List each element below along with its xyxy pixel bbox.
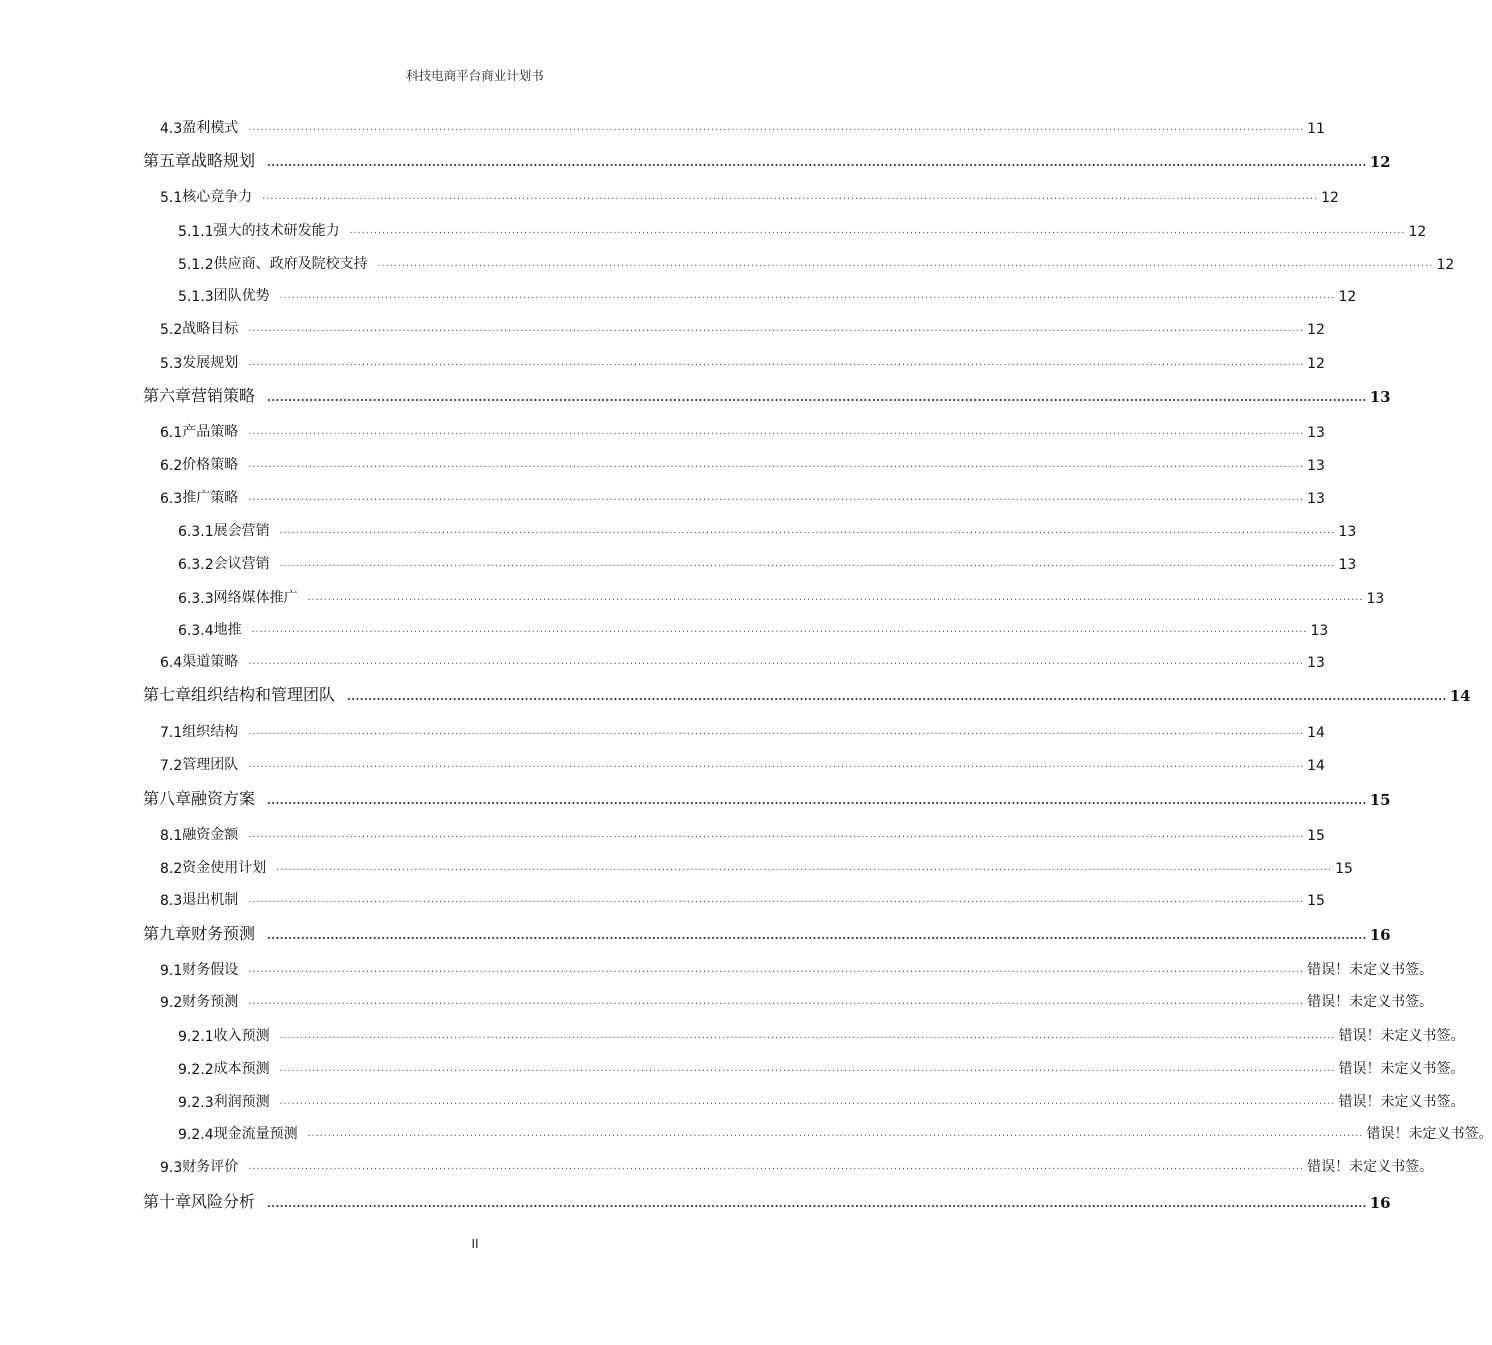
toc-section-entry[interactable]	[178, 1087, 1465, 1111]
toc-dot-leader: ....................................................................................................................................................................................................................................................................	[248, 657, 1305, 667]
toc-dot-leader: ....................................................................................................................................................................................................................................................................	[248, 358, 1305, 368]
toc-entry-number: 5.1.3	[178, 289, 214, 305]
toc-dot-leader: ....................................................................................................................................................................................................................................................................	[267, 156, 1367, 169]
toc-entry-title: 管理团队	[182, 757, 239, 773]
toc-entry-number: 第七章	[143, 685, 192, 704]
toc-entry-title: 团队优势	[213, 288, 270, 304]
toc-dot-leader: ....................................................................................................................................................................................................................................................................	[262, 192, 1319, 202]
toc-entry-page: 错误！未定义书签。	[1307, 994, 1434, 1010]
toc-entry-number: 6.1	[160, 425, 183, 441]
toc-section-entry[interactable]	[160, 853, 1353, 877]
toc-section-entry[interactable]	[160, 182, 1339, 206]
toc-entry-page: 11	[1307, 121, 1325, 137]
toc-chapter-entry[interactable]	[143, 681, 1471, 705]
toc-dot-leader: ....................................................................................................................................................................................................................................................................	[267, 794, 1367, 807]
toc-entry-title: 盈利模式	[182, 120, 239, 136]
toc-section-entry[interactable]	[160, 483, 1325, 507]
toc-dot-leader: ....................................................................................................................................................................................................................................................................	[279, 1064, 1336, 1074]
toc-entry-number: 7.1	[160, 725, 183, 741]
toc-dot-leader: ....................................................................................................................................................................................................................................................................	[377, 259, 1434, 269]
toc-entry-title: 供应商、政府及院校支持	[213, 256, 368, 272]
toc-entry-title: 收入预测	[213, 1028, 270, 1044]
toc-entry-title: 组织结构和管理团队	[191, 685, 336, 704]
toc-entry-number: 5.3	[160, 356, 183, 372]
toc-section-entry[interactable]	[178, 1119, 1492, 1143]
toc-entry-number: 6.3.4	[178, 623, 214, 639]
toc-entry-title: 财务假设	[182, 962, 239, 978]
toc-entry-page: 12	[1436, 257, 1455, 273]
toc-entry-page: 错误！未定义书签。	[1307, 1159, 1434, 1175]
toc-entry-page: 15	[1369, 791, 1391, 809]
toc-entry-page: 16	[1369, 926, 1391, 944]
toc-chapter-entry[interactable]	[143, 1188, 1391, 1212]
toc-entry-title: 发展规划	[182, 355, 239, 371]
toc-entry-number: 7.2	[160, 758, 183, 774]
toc-entry-number: 6.3	[160, 491, 183, 507]
toc-section-entry[interactable]	[160, 647, 1325, 671]
toc-entry-title: 战略规划	[191, 151, 256, 170]
toc-entry-title: 利润预测	[213, 1094, 270, 1110]
toc-entry-page: 错误！未定义书签。	[1338, 1061, 1465, 1077]
toc-entry-number: 9.1	[160, 963, 183, 979]
toc-dot-leader: ....................................................................................................................................................................................................................................................................	[248, 123, 1305, 133]
toc-entry-page: 15	[1307, 893, 1325, 909]
toc-entry-number: 9.2	[160, 995, 183, 1011]
toc-dot-leader: ....................................................................................................................................................................................................................................................................	[248, 830, 1305, 840]
toc-dot-leader: ....................................................................................................................................................................................................................................................................	[347, 690, 1447, 703]
toc-entry-number: 第十章	[143, 1192, 192, 1211]
toc-dot-leader: ....................................................................................................................................................................................................................................................................	[279, 1097, 1336, 1107]
toc-dot-leader: ....................................................................................................................................................................................................................................................................	[267, 1197, 1367, 1210]
toc-entry-number: 6.4	[160, 655, 183, 671]
toc-chapter-entry[interactable]	[143, 920, 1391, 944]
toc-dot-leader: ....................................................................................................................................................................................................................................................................	[248, 997, 1305, 1007]
toc-chapter-entry[interactable]	[143, 785, 1391, 809]
toc-entry-number: 第九章	[143, 924, 192, 943]
toc-entry-page: 12	[1369, 153, 1391, 171]
toc-entry-number: 第五章	[143, 151, 192, 170]
toc-entry-title: 融资方案	[191, 789, 256, 808]
toc-dot-leader: ....................................................................................................................................................................................................................................................................	[279, 291, 1336, 301]
toc-chapter-entry[interactable]	[143, 382, 1391, 406]
toc-entry-page: 14	[1307, 758, 1325, 774]
toc-entry-number: 4.3	[160, 121, 183, 137]
toc-chapter-entry[interactable]	[143, 147, 1391, 171]
toc-section-entry[interactable]	[178, 516, 1357, 540]
running-header: 科技电商平台商业计划书	[406, 68, 544, 83]
toc-entry-page: 13	[1307, 655, 1325, 671]
toc-entry-page: 14	[1449, 687, 1471, 705]
toc-section-entry[interactable]	[160, 314, 1325, 338]
toc-section-entry[interactable]	[178, 583, 1385, 607]
toc-dot-leader: ....................................................................................................................................................................................................................................................................	[349, 226, 1406, 236]
toc-entry-page: 12	[1321, 190, 1339, 206]
toc-entry-number: 9.2.3	[178, 1095, 214, 1111]
toc-entry-page: 13	[1338, 524, 1357, 540]
toc-entry-number: 6.2	[160, 458, 183, 474]
toc-section-entry[interactable]	[160, 1152, 1434, 1176]
toc-entry-title: 融资金额	[182, 827, 239, 843]
toc-entry-title: 推广策略	[182, 490, 239, 506]
toc-entry-title: 财务预测	[182, 994, 239, 1010]
toc-entry-number: 5.1.2	[178, 257, 214, 273]
toc-entry-number: 6.3.3	[178, 591, 214, 607]
toc-entry-page: 13	[1310, 623, 1329, 639]
toc-entry-page: 13	[1369, 388, 1391, 406]
toc-entry-page: 错误！未定义书签。	[1338, 1028, 1465, 1044]
toc-section-entry[interactable]	[160, 717, 1325, 741]
toc-section-entry[interactable]	[160, 348, 1325, 372]
toc-entry-title: 核心竞争力	[182, 189, 253, 205]
toc-section-entry[interactable]	[178, 281, 1357, 305]
toc-entry-number: 9.2.2	[178, 1062, 214, 1078]
toc-entry-title: 营销策略	[191, 386, 256, 405]
toc-dot-leader: ....................................................................................................................................................................................................................................................................	[251, 625, 1308, 635]
toc-entry-number: 第八章	[143, 789, 192, 808]
toc-entry-title: 展会营销	[213, 523, 270, 539]
toc-dot-leader: ....................................................................................................................................................................................................................................................................	[279, 526, 1336, 536]
toc-dot-leader: ....................................................................................................................................................................................................................................................................	[248, 493, 1305, 503]
toc-entry-title: 强大的技术研发能力	[213, 223, 340, 239]
toc-entry-number: 5.2	[160, 322, 183, 338]
toc-dot-leader: ....................................................................................................................................................................................................................................................................	[307, 1129, 1364, 1139]
toc-entry-title: 退出机制	[182, 892, 239, 908]
toc-dot-leader: ....................................................................................................................................................................................................................................................................	[307, 593, 1364, 603]
toc-entry-title: 价格策略	[182, 457, 239, 473]
toc-entry-page: 12	[1307, 356, 1325, 372]
toc-dot-leader: ....................................................................................................................................................................................................................................................................	[248, 727, 1305, 737]
toc-dot-leader: ....................................................................................................................................................................................................................................................................	[267, 391, 1367, 404]
toc-dot-leader: ....................................................................................................................................................................................................................................................................	[267, 929, 1367, 942]
toc-entry-page: 12	[1408, 224, 1427, 240]
toc-entry-title: 成本预测	[213, 1061, 270, 1077]
toc-entry-title: 财务预测	[191, 924, 256, 943]
toc-entry-page: 15	[1307, 828, 1325, 844]
toc-entry-page: 13	[1307, 458, 1325, 474]
toc-entry-page: 错误！未定义书签。	[1338, 1094, 1465, 1110]
toc-entry-page: 12	[1307, 322, 1325, 338]
toc-entry-page: 15	[1335, 861, 1353, 877]
toc-dot-leader: ....................................................................................................................................................................................................................................................................	[248, 965, 1305, 975]
toc-entry-title: 网络媒体推广	[213, 590, 298, 606]
toc-entry-number: 6.3.2	[178, 557, 214, 573]
toc-entry-number: 9.2.4	[178, 1127, 214, 1143]
toc-section-entry[interactable]	[178, 216, 1427, 240]
toc-dot-leader: ....................................................................................................................................................................................................................................................................	[279, 559, 1336, 569]
page-number: II	[471, 1237, 479, 1251]
toc-entry-page: 12	[1338, 289, 1357, 305]
toc-entry-title: 组织结构	[182, 724, 239, 740]
toc-entry-title: 产品策略	[182, 424, 239, 440]
toc-dot-leader: ....................................................................................................................................................................................................................................................................	[248, 324, 1305, 334]
toc-entry-title: 财务评价	[182, 1159, 239, 1175]
toc-entry-number: 第六章	[143, 386, 192, 405]
toc-section-entry[interactable]	[178, 249, 1455, 273]
toc-entry-page: 14	[1307, 725, 1325, 741]
toc-entry-number: 9.2.1	[178, 1029, 214, 1045]
toc-entry-number: 5.1.1	[178, 224, 214, 240]
toc-dot-leader: ....................................................................................................................................................................................................................................................................	[248, 460, 1305, 470]
toc-entry-title: 风险分析	[191, 1192, 256, 1211]
toc-section-entry[interactable]	[160, 417, 1325, 441]
toc-entry-number: 6.3.1	[178, 524, 214, 540]
toc-section-entry[interactable]	[160, 987, 1434, 1011]
toc-section-entry[interactable]	[160, 820, 1325, 844]
toc-dot-leader: ....................................................................................................................................................................................................................................................................	[279, 1031, 1336, 1041]
toc-entry-page: 16	[1369, 1194, 1391, 1212]
toc-entry-number: 8.2	[160, 861, 183, 877]
toc-entry-page: 13	[1338, 557, 1357, 573]
toc-entry-page: 13	[1307, 425, 1325, 441]
toc-section-entry[interactable]	[160, 750, 1325, 774]
toc-entry-page: 错误！未定义书签。	[1307, 962, 1434, 978]
toc-section-entry[interactable]	[160, 955, 1434, 979]
toc-dot-leader: ....................................................................................................................................................................................................................................................................	[276, 863, 1333, 873]
toc-entry-number: 9.3	[160, 1160, 183, 1176]
toc-entry-title: 渠道策略	[182, 654, 239, 670]
toc-entry-number: 5.1	[160, 190, 183, 206]
toc-entry-number: 8.3	[160, 893, 183, 909]
toc-entry-title: 资金使用计划	[182, 860, 267, 876]
toc-entry-title: 地推	[213, 622, 242, 638]
toc-dot-leader: ....................................................................................................................................................................................................................................................................	[248, 760, 1305, 770]
toc-section-entry[interactable]	[160, 450, 1325, 474]
toc-section-entry[interactable]	[178, 1021, 1465, 1045]
toc-entry-title: 会议营销	[213, 556, 270, 572]
toc-entry-page: 13	[1307, 491, 1325, 507]
toc-dot-leader: ....................................................................................................................................................................................................................................................................	[248, 1162, 1305, 1172]
toc-section-entry[interactable]	[160, 113, 1325, 137]
toc-section-entry[interactable]	[160, 885, 1325, 909]
toc-entry-title: 战略目标	[182, 321, 239, 337]
toc-entry-page: 错误！未定义书签。	[1366, 1126, 1492, 1142]
toc-section-entry[interactable]	[178, 1054, 1465, 1078]
toc-entry-title: 现金流量预测	[213, 1126, 298, 1142]
toc-entry-number: 8.1	[160, 828, 183, 844]
toc-dot-leader: ....................................................................................................................................................................................................................................................................	[248, 895, 1305, 905]
toc-section-entry[interactable]	[178, 549, 1357, 573]
toc-dot-leader: ....................................................................................................................................................................................................................................................................	[248, 427, 1305, 437]
toc-section-entry[interactable]	[178, 615, 1329, 639]
toc-entry-page: 13	[1366, 591, 1385, 607]
